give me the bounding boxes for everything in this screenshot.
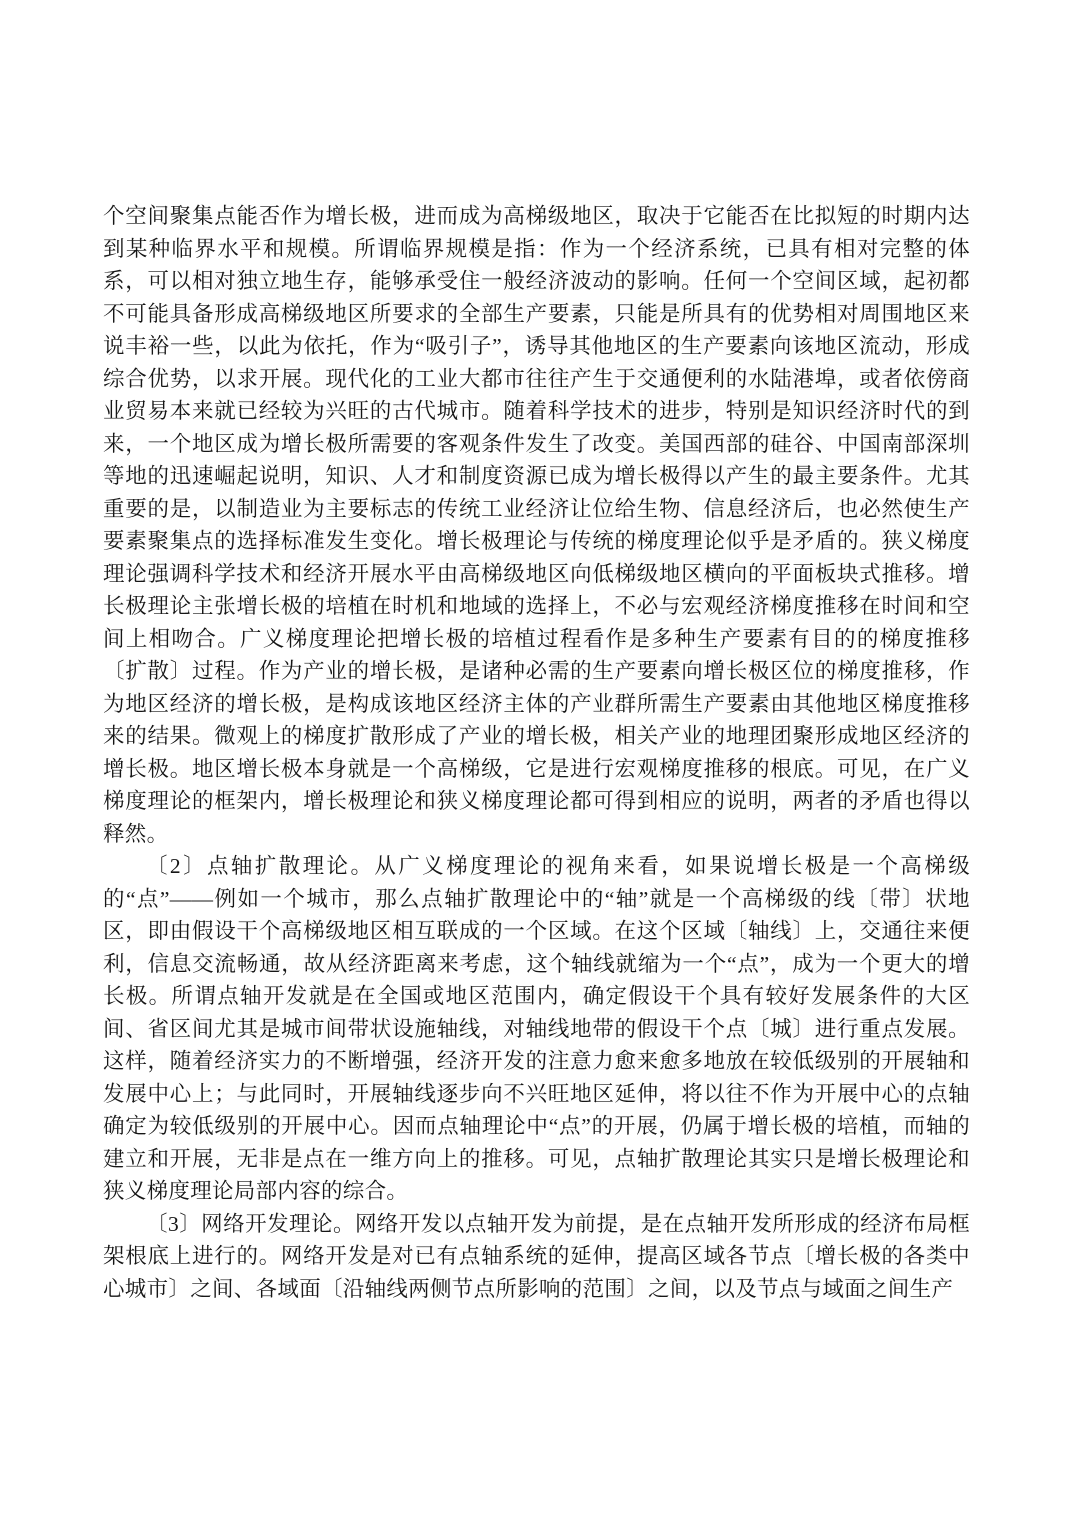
paragraph-network-development-theory: 〔3〕网络开发理论。网络开发以点轴开发为前提，是在点轴开发所形成的经济布局框架根底上进行的。网络开发是对已有点轴系统的延伸，提高区域各节点〔增长极的各类中心城市〕之间、各域面〔沿轴线两侧节点所影响的范围〕之间，以及节点与域面之间生产 (103, 1211, 970, 1301)
paragraph-point-axis-diffusion-theory: 〔2〕点轴扩散理论。从广义梯度理论的视角来看，如果说增长极是一个高梯级的“点”——例如一个城市，那么点轴扩散理论中的“轴”就是一个高梯级的线〔带〕状地区，即由假设干个高梯级地区相互联成的一个区域。在这个区域〔轴线〕上，交通往来便利，信息交流畅通，故从经济距离来考虑，这个轴线就缩为一个“点”，成为一个更大的增长极。所谓点轴开发就是在全国或地区范围内，确定假设干个具有较好发展条件的大区间、省区间尤其是城市间带状设施轴线，对轴线地带的假设干个点〔城〕进行重点发展。这样，随着经济实力的不断增强，经济开发的注意力愈来愈多地放在较低级别的开展轴和发展中心上；与此同时，开展轴线逐步向不兴旺地区延伸，将以往不作为开展中心的点轴确定为较低级别的开展中心。因而点轴理论中“点”的开展，仍属于增长极的培植，而轴的建立和开展，无非是点在一维方向上的推移。可见，点轴扩散理论其实只是增长极理论和狭义梯度理论局部内容的综合。 (103, 854, 970, 1203)
paragraph-growth-pole-theory: 个空间聚集点能否作为增长极，进而成为高梯级地区，取决于它能否在比拟短的时期内达到某种临界水平和规模。所谓临界规模是指：作为一个经济系统，已具有相对完整的体系，可以相对独立地生存，能够承受住一般经济波动的影响。任何一个空间区域，起初都不可能具备形成高梯级地区所要求的全部生产要素，只能是所具有的优势相对周围地区来说丰裕一些，以此为依托，作为“吸引子”，诱导其他地区的生产要素向该地区流动，形成综合优势，以求开展。现代化的工业大都市往往产生于交通便利的水陆港埠，或者依傍商业贸易本来就已经较为兴旺的古代城市。随着科学技术的进步，特别是知识经济时代的到来，一个地区成为增长极所需要的客观条件发生了改变。美国西部的硅谷、中国南部深圳等地的迅速崛起说明，知识、人才和制度资源已成为增长极得以产生的最主要条件。尤其重要的是，以制造业为主要标志的传统工业经济让位给生物、信息经济后，也必然使生产要素聚集点的选择标准发生变化。增长极理论与传统的梯度理论似乎是矛盾的。狭义梯度理论强调科学技术和经济开展水平由高梯级地区向低梯级地区横向的平面板块式推移。增长极理论主张增长极的培植在时机和地域的选择上，不必与宏观经济梯度推移在时间和空间上相吻合。广义梯度理论把增长极的培植过程看作是多种生产要素有目的的梯度推移〔扩散〕过程。作为产业的增长极，是诸种必需的生产要素向增长极区位的梯度推移，作为地区经济的增长极，是构成该地区经济主体的产业群所需生产要素由其他地区梯度推移来的结果。微观上的梯度扩散形成了产业的增长极，相关产业的地理团聚形成地区经济的增长极。地区增长极本身就是一个高梯级，它是进行宏观梯度推移的根底。可见，在广义梯度理论的框架内，增长极理论和狭义梯度理论都可得到相应的说明，两者的矛盾也得以释然。 (103, 204, 970, 846)
document-text-block (103, 200, 970, 1305)
